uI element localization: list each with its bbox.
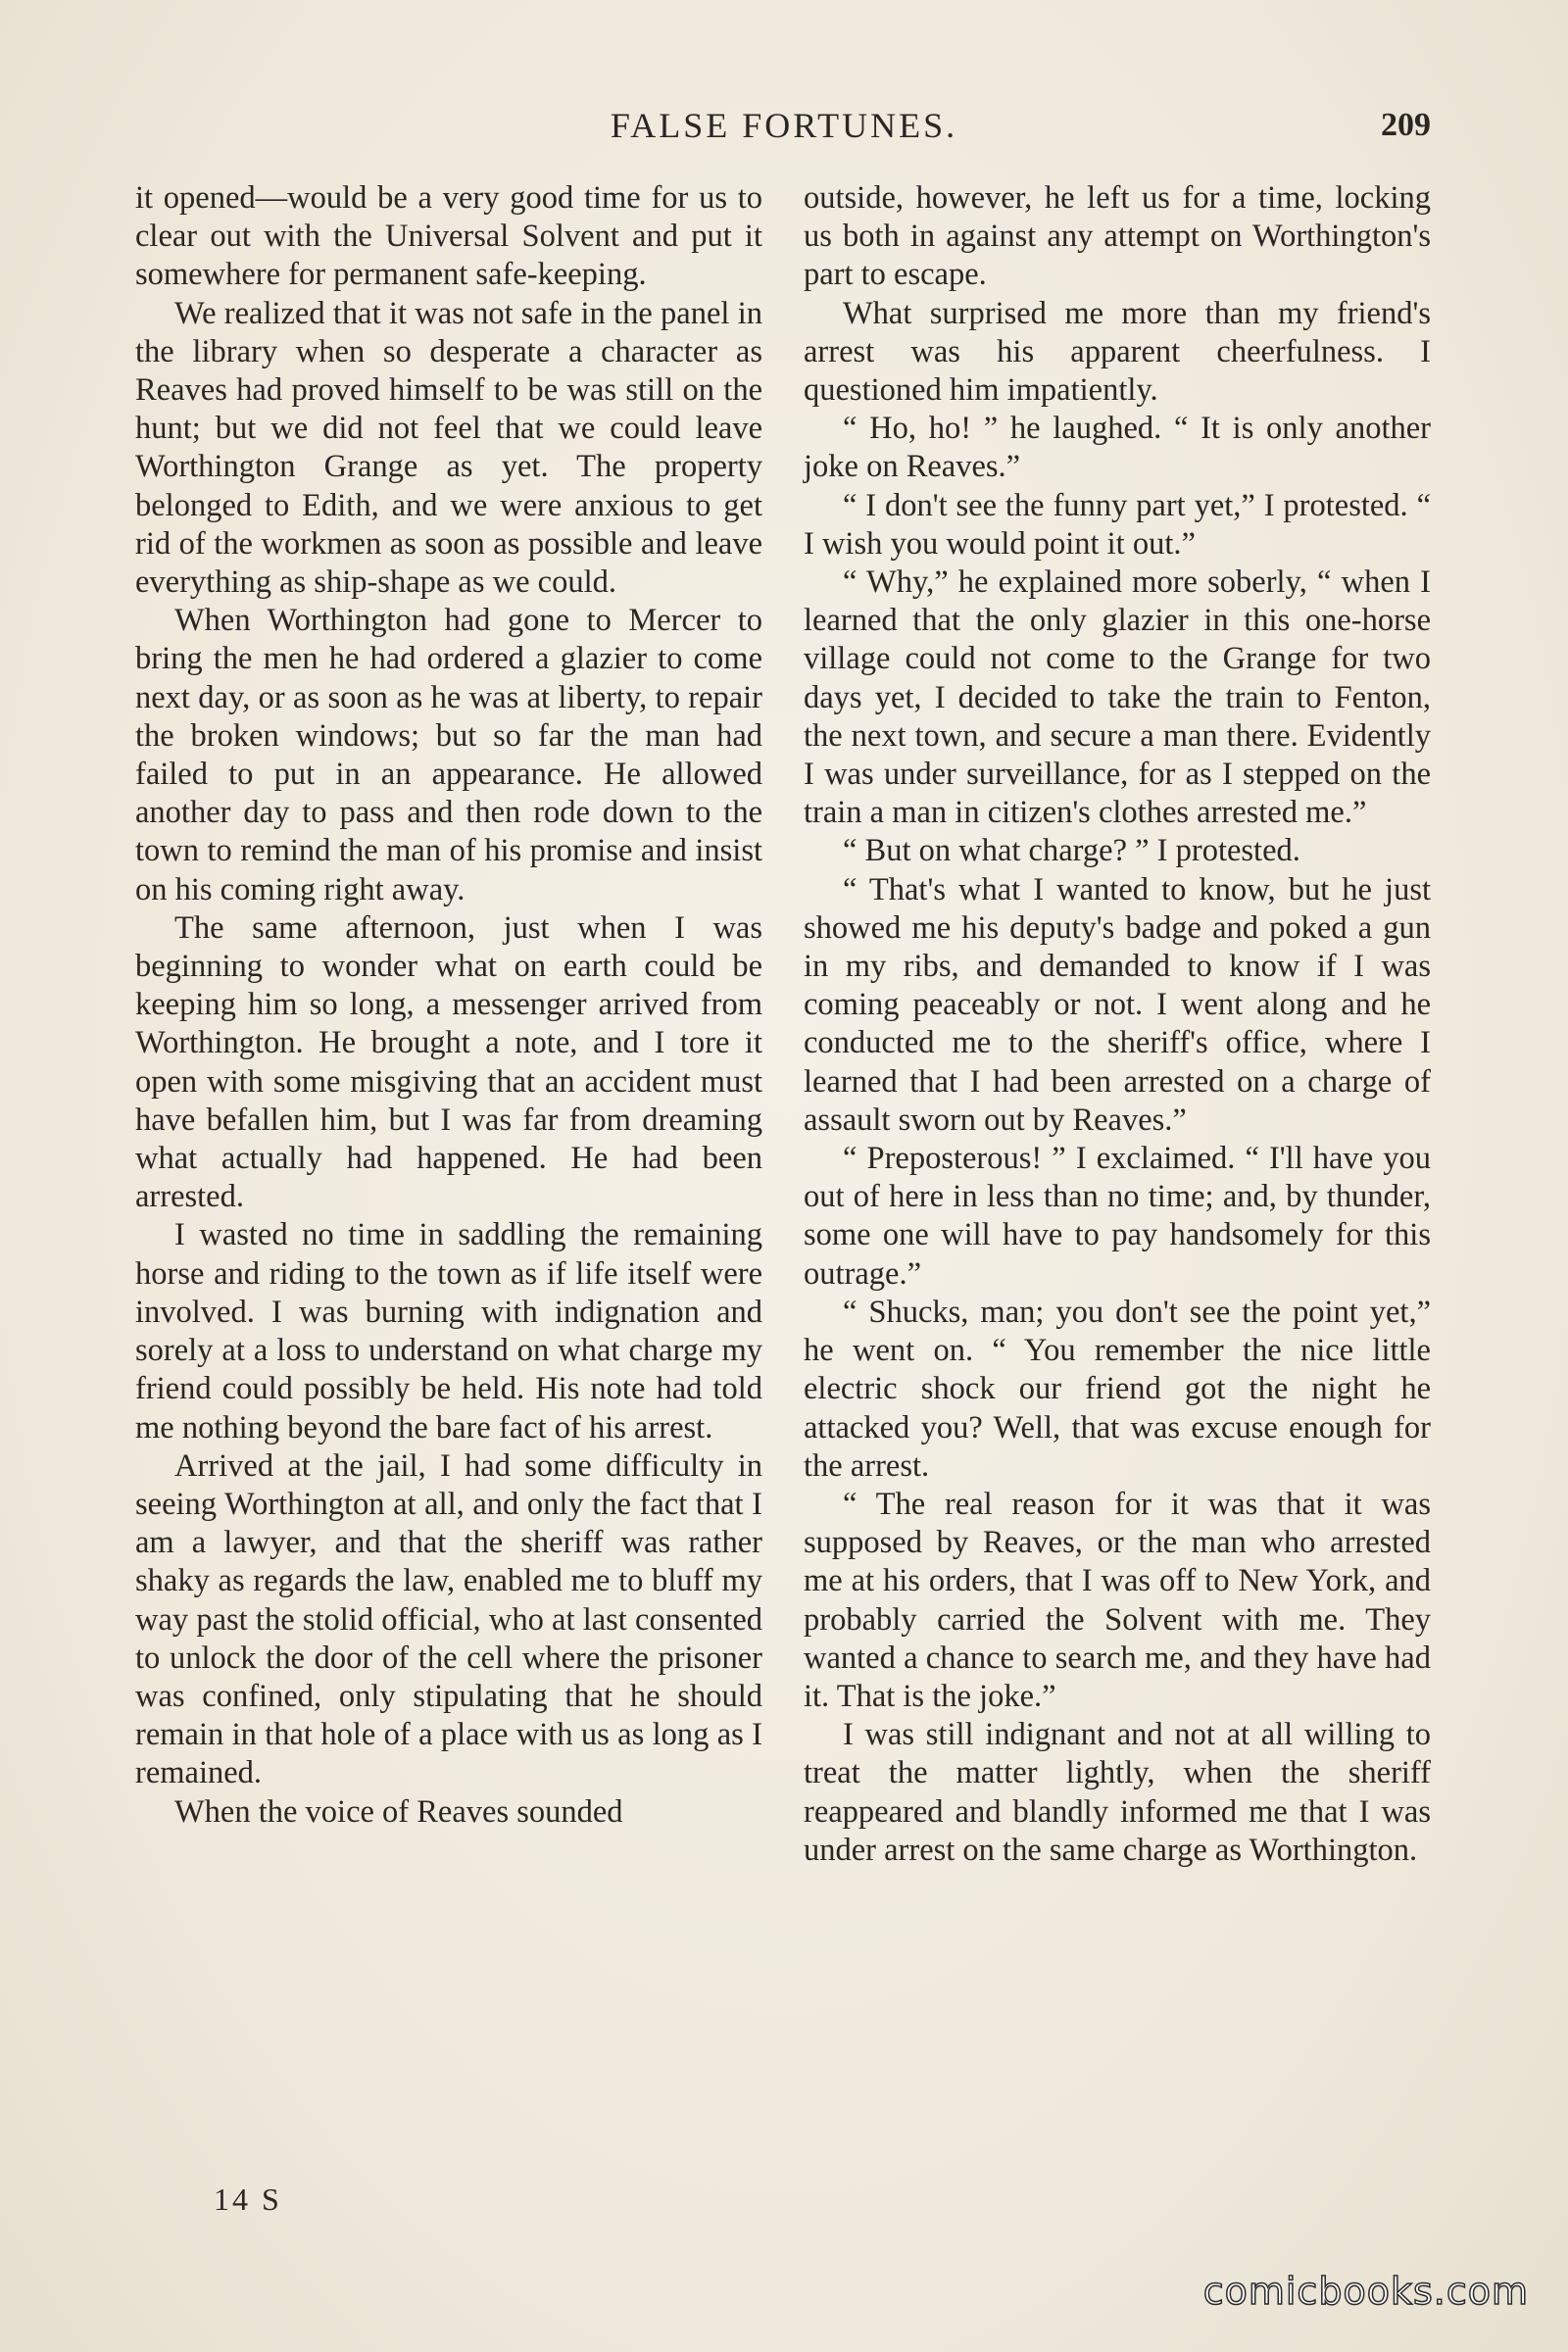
paragraph: “ That's what I wanted to know, but he just showed me his deputy's badge and poked a gun in my ribs, and demanded to know if I was coming peaceably or not. I went along and he conducted me to the sheriff's office, where I learned that I had been arrested on a charge of assault sworn out by Reaves.” — [804, 871, 1431, 1138]
paragraph: outside, however, he left us for a time, locking us both in against any attempt on Worthington's part to escape. — [804, 180, 1431, 293]
printer-signature-mark: 14 S — [214, 2181, 282, 2217]
paragraph: “ Ho, ho! ” he laughed. “ It is only another joke on Reaves.” — [804, 411, 1431, 485]
paragraph: What surprised me more than my friend's arrest was his apparent cheerfulness. I questioned him impatiently. — [804, 295, 1431, 409]
paragraph: “ Shucks, man; you don't see the point yet,” he went on. “ You remember the nice little electric shock our friend got the night he attacked you? Well, that was excuse enough for the arrest. — [804, 1294, 1431, 1484]
paragraph: “ But on what charge? ” I protested. — [843, 833, 1300, 869]
paragraph: it opened—would be a very good time for us to clear out with the Universal Solvent and put it somewhere for permanent safe-keeping. — [135, 180, 762, 293]
paragraph: When the voice of Reaves sounded — [174, 1793, 623, 1830]
paragraph: I wasted no time in saddling the remaining horse and riding to the town as if life itself were involved. I was burning with indignation and sorely at a loss to understand on what charge my friend could possibly be held. His note had told me nothing beyond the bare fact of his arrest. — [135, 1217, 762, 1446]
paragraph: The same afternoon, just when I was beginning to wonder what on earth could be keeping him so long, a messenger arrived from Worthington. He brought a note, and I tore it open with some misgiving that an accident must have befallen him, but I was far from dreaming what actually had happened. He had been arrested. — [135, 909, 762, 1215]
page-header — [137, 96, 1431, 155]
watermark: comicbooks.com — [1202, 2270, 1529, 2313]
paragraph: We realized that it was not safe in the panel in the library when so desperate a character as Reaves had proved himself to be was still on the hunt; but we did not feel that we could leave Worthington Grange as yet. The property belonged to Edith, and we were anxious to get rid of the workmen as soon as possible and leave everything as ship-shape as we could. — [135, 295, 762, 601]
paragraph: Arrived at the jail, I had some difficulty in seeing Worthington at all, and only the fact that I am a lawyer, and that the sheriff was rather shaky as regards the law, enabled me to bluff my way past the stolid official, who at last consented to unlock the door of the cell where the prisoner was confined, only stipulating that he should remain in that hole of a place with us as long as I remained. — [135, 1447, 762, 1791]
page-number: 209 — [1381, 107, 1431, 143]
right-column — [804, 179, 1431, 1870]
paragraph: “ Preposterous! ” I exclaimed. “ I'll have you out of here in less than no time; and, by thunder, some one will have to pay handsomely for this outrage.” — [804, 1141, 1431, 1292]
paragraph: When Worthington had gone to Mercer to bring the men he had ordered a glazier to come next day, or as soon as he was at liberty, to repair the broken windows; but so far the man had failed to put in an appearance. He allowed another day to pass and then rode down to the town to remind the man of his promise and insist on his coming right away. — [135, 603, 762, 907]
paragraph: “ I don't see the funny part yet,” I protested. “ I wish you would point it out.” — [804, 487, 1431, 562]
left-column — [135, 179, 762, 1832]
paragraph: I was still indignant and not at all willing to treat the matter lightly, when the sheriff reappeared and blandly informed me that I was under arrest on the same charge as Worthington. — [804, 1717, 1431, 1868]
paragraph: “ The real reason for it was that it was supposed by Reaves, or the man who arrested me at his orders, that I was off to New York, and probably carried the Solvent with me. They wanted a chance to search me, and they have had it. That is the joke.” — [804, 1486, 1431, 1714]
running-title: FALSE FORTUNES. — [610, 106, 958, 145]
paragraph: “ Why,” he explained more soberly, “ when I learned that the only glazier in this one-horse village could not come to the Grange for two days yet, I decided to take the train to Fenton, the next town, and secure a man there. Evidently I was under surveillance, for as I stepped on the train a man in citizen's clothes arrested me.” — [804, 564, 1431, 831]
